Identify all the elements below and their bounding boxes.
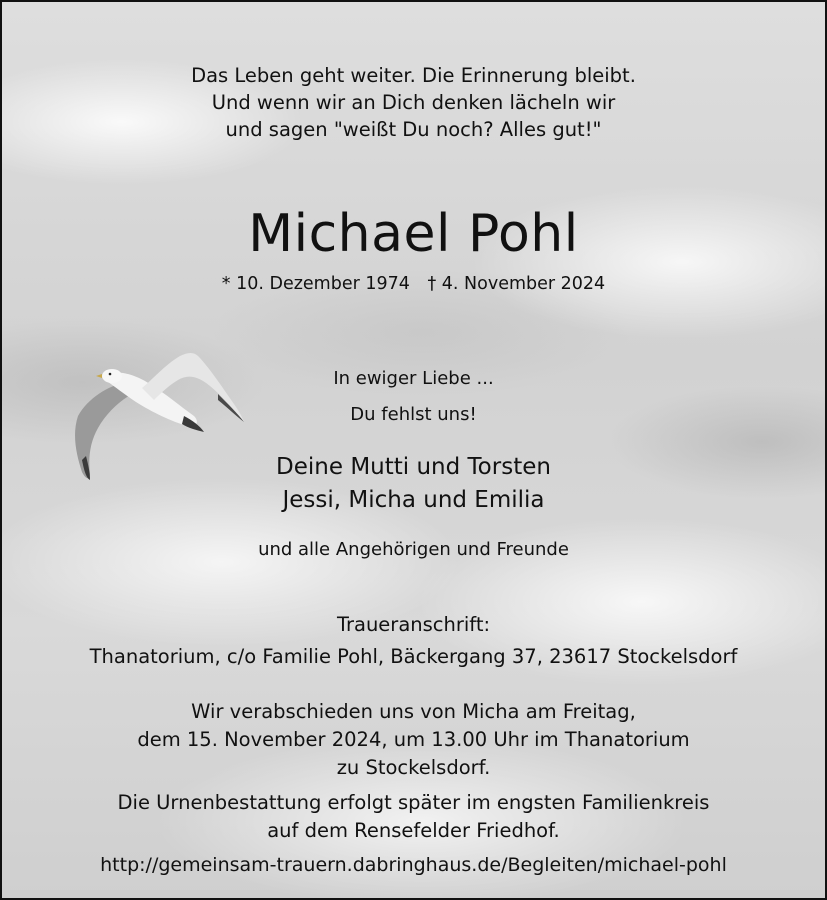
life-dates xyxy=(2,274,825,294)
motto-line-1: Das Leben geht weiter. Die Erinnerung bleibt. xyxy=(191,64,636,87)
address-label: Traueranschrift: xyxy=(336,613,491,636)
birth-date: * 10. Dezember 1974 xyxy=(221,274,410,294)
dedication-line-1: In ewiger Liebe ... xyxy=(333,368,494,389)
dedication-line-2: Du fehlst uns! xyxy=(350,404,477,425)
death-date: † 4. November 2024 xyxy=(427,274,606,294)
farewell-line-3: zu Stockelsdorf. xyxy=(336,756,491,779)
mourners-others: und alle Angehörigen und Freunde xyxy=(258,539,569,560)
farewell-line-2: dem 15. November 2024, um 13.00 Uhr im Thanatorium xyxy=(137,728,690,751)
deceased-name: Michael Pohl xyxy=(248,204,579,264)
mourners-line-2: Jessi, Micha und Emilia xyxy=(282,487,545,513)
motto-line-2: Und wenn wir an Dich denken lächeln wir xyxy=(211,91,616,114)
burial-line-2: auf dem Rensefelder Friedhof. xyxy=(267,819,560,842)
motto-line-3: und sagen "weißt Du noch? Alles gut!" xyxy=(225,118,602,141)
mourners-line-1: Deine Mutti und Torsten xyxy=(276,454,551,480)
address-value: Thanatorium, c/o Familie Pohl, Bäckergang 37, 23617 Stockelsdorf xyxy=(89,645,738,668)
memorial-link[interactable]: http://gemeinsam-trauern.dabringhaus.de/Begleiten/michael-pohl xyxy=(100,854,727,876)
farewell-line-1: Wir verabschieden uns von Micha am Freitag, xyxy=(191,700,636,723)
burial-line-1: Die Urnenbestattung erfolgt später im engsten Familienkreis xyxy=(117,791,710,814)
